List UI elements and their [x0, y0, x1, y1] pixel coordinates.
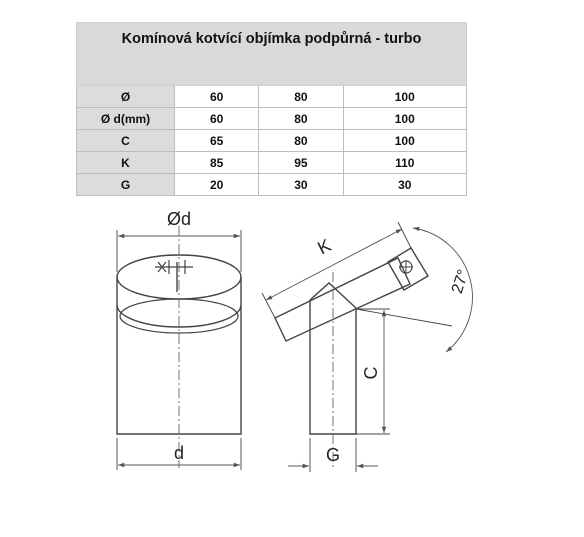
table-title: Komínová kotvící objímka podpůrná - turbo — [77, 23, 467, 86]
cell-value: 80 — [259, 108, 343, 130]
side-collar-band — [275, 258, 410, 341]
cell-value: 110 — [343, 152, 466, 174]
side-reference-line — [356, 309, 452, 326]
cell-value: 30 — [343, 174, 466, 196]
g-label: G — [325, 445, 341, 465]
row-label: Ø d(mm) — [77, 108, 175, 130]
cell-value: 100 — [343, 86, 466, 108]
k-label: K — [314, 235, 335, 259]
cell-value: 100 — [343, 130, 466, 152]
side-clamp-ear — [388, 248, 428, 290]
cell-value: 80 — [259, 130, 343, 152]
c-label: C — [361, 366, 381, 380]
row-label: Ø — [77, 86, 175, 108]
side-ext-line — [398, 222, 411, 248]
cell-value: 65 — [175, 130, 259, 152]
cell-value: 80 — [259, 86, 343, 108]
cell-value: 95 — [259, 152, 343, 174]
diameter-bottom-label: d — [173, 443, 185, 463]
diameter-top-label: Ød — [166, 209, 192, 229]
row-label: C — [77, 130, 175, 152]
cell-value: 30 — [259, 174, 343, 196]
angle-label: 27° — [448, 267, 473, 296]
cell-value: 85 — [175, 152, 259, 174]
cell-value: 60 — [175, 86, 259, 108]
cell-value: 60 — [175, 108, 259, 130]
front-view — [117, 226, 241, 470]
cell-value: 100 — [343, 108, 466, 130]
row-label: G — [77, 174, 175, 196]
cell-value: 20 — [175, 174, 259, 196]
side-view — [262, 222, 472, 472]
row-label: K — [77, 152, 175, 174]
